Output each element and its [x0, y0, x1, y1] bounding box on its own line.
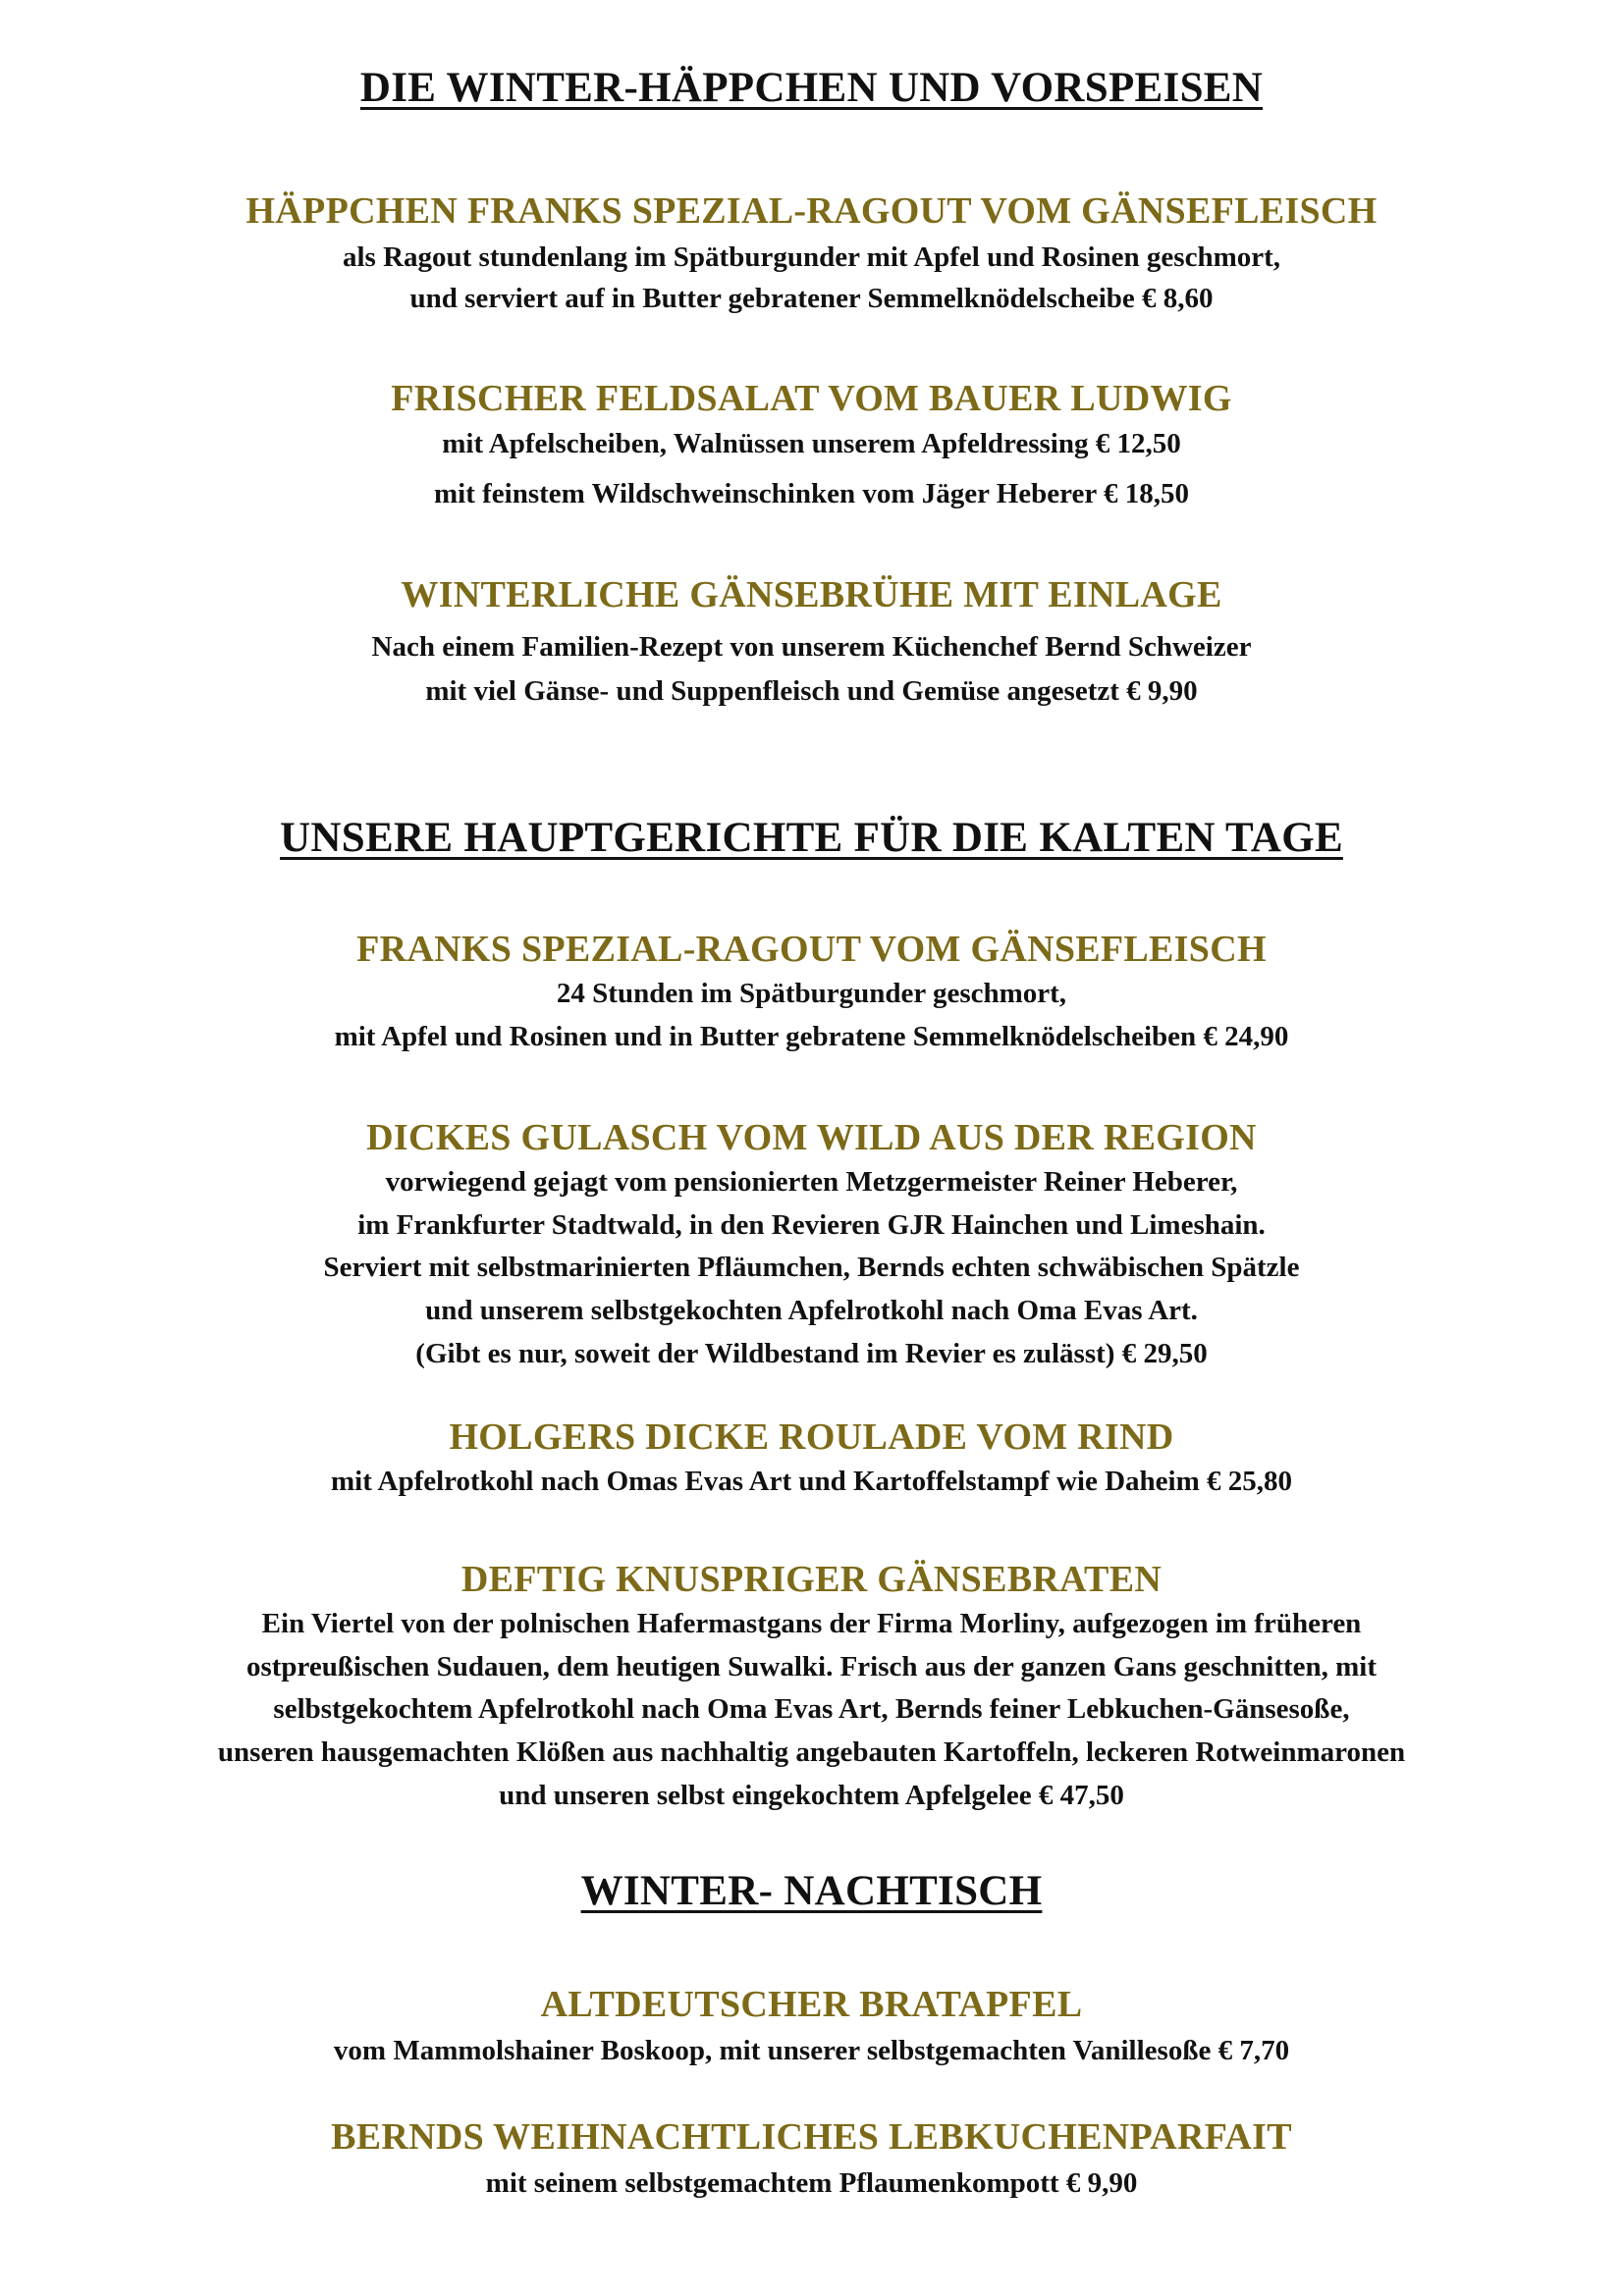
dish-description-line: mit feinstem Wildschweinschinken vom Jäger Heberer € 18,50	[433, 478, 1189, 509]
dish-description-line: mit seinem selbstgemachtem Pflaumenkompott € 9,90	[485, 2167, 1138, 2199]
dish-name: FRANKS SPEZIAL-RAGOUT VOM GÄNSEFLEISCH	[356, 929, 1267, 970]
dish-description-line: Serviert mit selbstmarinierten Pfläumchen, Bernds echten schwäbischen Spätzle	[323, 1252, 1300, 1283]
section-title-desserts: WINTER- NACHTISCH	[580, 1868, 1043, 1914]
dish-name: ALTDEUTSCHER BRATAPFEL	[540, 1984, 1083, 2025]
dish-description-line: und unseren selbst eingekochtem Apfelgelee € 47,50	[499, 1780, 1124, 1811]
section-title-starters: DIE WINTER-HÄPPCHEN UND VORSPEISEN	[359, 65, 1264, 111]
section-title-main-courses: UNSERE HAUPTGERICHTE FÜR DIE KALTEN TAGE	[280, 815, 1343, 861]
dish-description-line: und unserem selbstgekochten Apfelrotkohl nach Oma Evas Art.	[425, 1295, 1198, 1326]
dish-description-line: selbstgekochtem Apfelrotkohl nach Oma Evas Art, Bernds feiner Lebkuchen-Gänsesoße,	[273, 1693, 1350, 1725]
dish-description-line: Ein Viertel von der polnischen Hafermastgans der Firma Morliny, aufgezogen im früheren	[261, 1608, 1362, 1639]
dish-description-line: im Frankfurter Stadtwald, in den Revieren GJR Hainchen und Limeshain.	[357, 1209, 1266, 1241]
dish-name: DEFTIG KNUSPRIGER GÄNSEBRATEN	[460, 1559, 1163, 1600]
dish-description-line: vom Mammolshainer Boskoop, mit unserer selbstgemachten Vanillesoße € 7,70	[333, 2035, 1290, 2066]
dish-description-line: mit viel Gänse- und Suppenfleisch und Gemüse angesetzt € 9,90	[425, 675, 1198, 707]
dish-description-line: und serviert auf in Butter gebratener Semmelknödelscheibe € 8,60	[409, 283, 1214, 314]
dish-description-line: unseren hausgemachten Klößen aus nachhaltig angebauten Kartoffeln, leckeren Rotweinmaronen	[217, 1736, 1406, 1768]
dish-description-line: mit Apfelrotkohl nach Omas Evas Art und Kartoffelstampf wie Daheim € 25,80	[330, 1466, 1292, 1497]
dish-description-line: (Gibt es nur, soweit der Wildbestand im Revier es zulässt) € 29,50	[415, 1338, 1208, 1369]
dish-description-line: Nach einem Familien-Rezept von unserem Küchenchef Bernd Schweizer	[371, 631, 1252, 663]
dish-description-line: vorwiegend gejagt vom pensionierten Metzgermeister Reiner Heberer,	[385, 1166, 1238, 1198]
dish-name: DICKES GULASCH VOM WILD AUS DER REGION	[366, 1117, 1257, 1158]
dish-description-line: 24 Stunden im Spätburgunder geschmort,	[556, 978, 1067, 1009]
dish-name: HÄPPCHEN FRANKS SPEZIAL-RAGOUT VOM GÄNSEFLEISCH	[245, 190, 1378, 232]
dish-name: WINTERLICHE GÄNSEBRÜHE MIT EINLAGE	[401, 574, 1222, 615]
dish-description-line: mit Apfel und Rosinen und in Butter gebratene Semmelknödelscheiben € 24,90	[334, 1021, 1289, 1052]
dish-name: FRISCHER FELDSALAT VOM BAUER LUDWIG	[391, 378, 1232, 419]
dish-description-line: als Ragout stundenlang im Spätburgunder mit Apfel und Rosinen geschmort,	[342, 241, 1281, 273]
dish-name: HOLGERS DICKE ROULADE VOM RIND	[449, 1416, 1174, 1458]
dish-description-line: mit Apfelscheiben, Walnüssen unserem Apfeldressing € 12,50	[442, 428, 1181, 459]
dish-description-line: ostpreußischen Sudauen, dem heutigen Suwalki. Frisch aus der ganzen Gans geschnitten, mit	[245, 1651, 1378, 1682]
dish-name: BERNDS WEIHNACHTLICHES LEBKUCHENPARFAIT	[331, 2116, 1292, 2158]
